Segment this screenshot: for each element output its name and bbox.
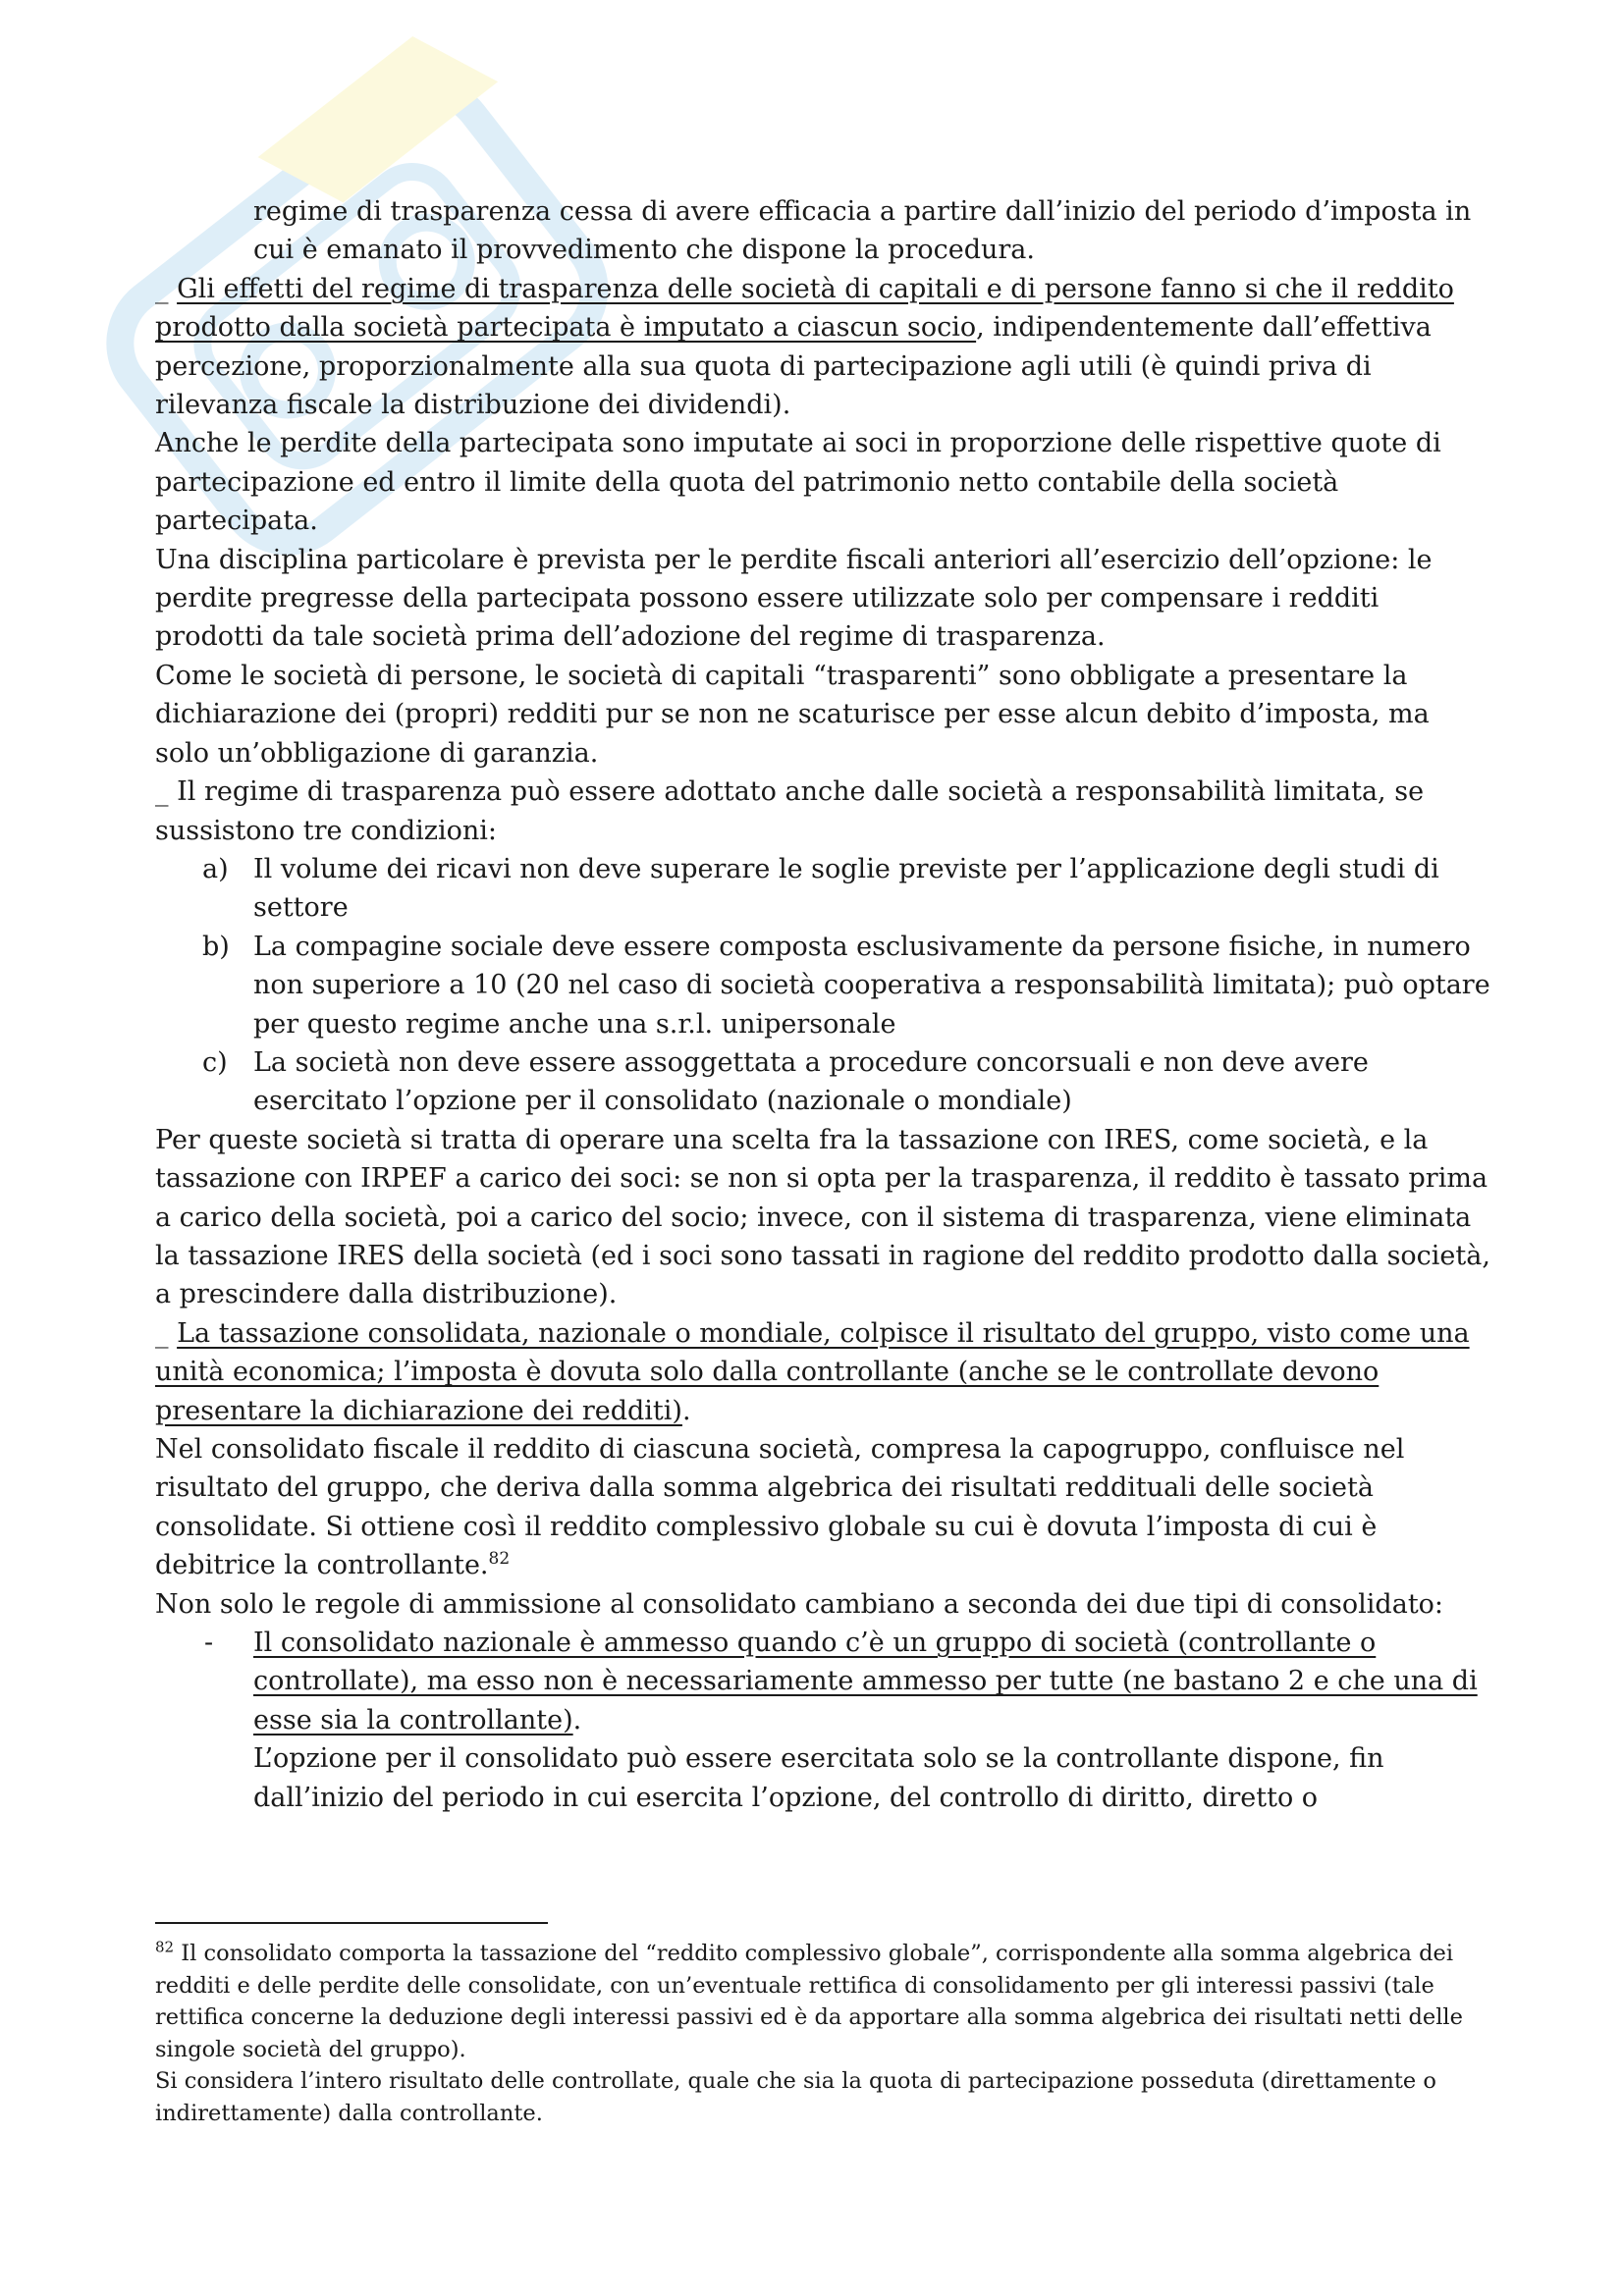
list-item: [155, 1043, 1490, 1121]
list-item-text: La società non deve essere assoggettata a procedure concorsuali e non deve avere esercitato l’opzione per il consolidato (nazionale o mondiale): [253, 1046, 1369, 1117]
list-marker: a): [202, 853, 229, 884]
paragraph-7: Per queste società si tratta di operare una scelta fra la tassazione con IRES, come società, e la tassazione con IRPEF a carico dei soci: se non si opta per la trasparenza, il reddito è tassato prima a carico della società, poi a carico del socio; invece, con il sistema di trasparenza, viene eliminata la tassazione IRES della società (ed i soci sono tassati in ragione del reddito prodotto dalla società, a prescindere dalla distribuzione).: [155, 1124, 1490, 1310]
paragraph-8: [155, 1314, 1490, 1430]
list-marker: c): [202, 1046, 228, 1078]
paragraph-10: Non solo le regole di ammissione al consolidato cambiano a seconda dei due tipi di consolidato:: [155, 1588, 1444, 1620]
footnote-82: [155, 1938, 1490, 2065]
paragraph-8-prefix: _: [155, 1317, 178, 1349]
paragraph-2: [155, 270, 1490, 425]
footnote-reference[interactable]: 82: [488, 1549, 511, 1570]
paragraph-1: regime di trasparenza cessa di avere efficacia a partire dall’inizio del periodo d’imposta in cui è emanato il provvedimento che dispone la procedura.: [253, 196, 1472, 266]
paragraph-6: _ Il regime di trasparenza può essere adottato anche dalle società a responsabilità limitata, se sussistono tre condizioni:: [155, 776, 1425, 846]
paragraph-9-text: Nel consolidato fiscale il reddito di ciascuna società, compresa la capogruppo, confluisce nel risultato del gruppo, che deriva dalla somma algebrica dei risultati reddituali delle società consolidate. Si ottiene così il reddito complessivo globale su cui è dovuta l’imposta di cui è debitrice la controllante.: [155, 1434, 1405, 1581]
conditions-list: [155, 850, 1490, 1121]
paragraph-8-underlined: La tassazione consolidata, nazionale o mondiale, colpisce il risultato del gruppo, visto come una unità economica; l’imposta è dovuta solo dalla controllante (anche se le controllate devono presentare la dichiarazione dei redditi): [155, 1317, 1470, 1426]
list-item: [155, 850, 1490, 928]
dash-marker: -: [204, 1628, 214, 1659]
document-body: [155, 192, 1490, 1817]
paragraph-8-rest: .: [681, 1395, 691, 1426]
list-item: [155, 1624, 1490, 1817]
paragraph-9: [155, 1430, 1490, 1585]
list-marker: b): [202, 931, 230, 962]
paragraph-3: Anche le perdite della partecipata sono imputate ai soci in proporzione delle rispettive quote di partecipazione ed entro il limite della quota del patrimonio netto contabile della società partecipata.: [155, 428, 1441, 537]
paragraph-2-rest: , indipendentemente dall’effettiva percezione, proporzionalmente alla sua quota di partecipazione agli utili (è quindi priva di rilevanza fiscale la distribuzione dei dividendi).: [155, 312, 1432, 421]
list-item: [155, 928, 1490, 1043]
footnote-82-continued: Si considera l’intero risultato delle controllate, quale che sia la quota di partecipazione posseduta (direttamente o indirettamente) dalla controllante.: [155, 2068, 1436, 2126]
paragraph-4: Una disciplina particolare è prevista per le perdite fiscali anteriori all’esercizio dell’opzione: le perdite pregresse della partecipata possono essere utilizzate solo per compensare i redditi prodotti da tale società prima dell’adozione del regime di trasparenza.: [155, 544, 1433, 653]
consolidato-list: [155, 1624, 1490, 1817]
list-item-text: La compagine sociale deve essere composta esclusivamente da persone fisiche, in numero non superiore a 10 (20 nel caso di società cooperativa a responsabilità limitata); può optare per questo regime anche una s.r.l. unipersonale: [253, 931, 1490, 1040]
list-item-text: Il volume dei ricavi non deve superare le soglie previste per l’applicazione degli studi di settore: [253, 853, 1439, 924]
footnote-divider: [155, 1922, 548, 1924]
paragraph-2-prefix: _: [155, 273, 178, 304]
dash-item-continuation: L’opzione per il consolidato può essere esercitata solo se la controllante dispone, fin dall’inizio del periodo in cui esercita l’opzione, del controllo di diritto, diretto o: [253, 1743, 1384, 1813]
footnote-number: 82: [155, 1938, 175, 1956]
paragraph-2-underlined: Gli effetti del regime di trasparenza delle società di capitali e di persone fanno si che il reddito prodotto dalla società partecipata è imputato a ciascun socio: [155, 273, 1454, 344]
dash-item-rest: .: [572, 1704, 582, 1735]
dash-item-underlined: Il consolidato nazionale è ammesso quando c’è un gruppo di società (controllante o controllate), ma esso non è necessariamente ammesso per tutte (ne bastano 2 e che una di esse sia la controllante): [253, 1628, 1478, 1735]
footnote-text: Il consolidato comporta la tassazione del “reddito complessivo globale”, corrispondente alla somma algebrica dei redditi e delle perdite delle consolidate, con un’eventuale rettifica di consolidamento per gli interessi passivi (tale rettifica concerne la deduzione degli interessi passivi ed è da apportare alla somma algebrica dei risultati netti delle singole società del gruppo).: [155, 1941, 1463, 2062]
footnotes: [155, 1938, 1490, 2129]
paragraph-5: Come le società di persone, le società di capitali “trasparenti” sono obbligate a presentare la dichiarazione dei (propri) redditi pur se non ne scaturisce per esse alcun debito d’imposta, ma solo un’obbligazione di garanzia.: [155, 660, 1430, 769]
